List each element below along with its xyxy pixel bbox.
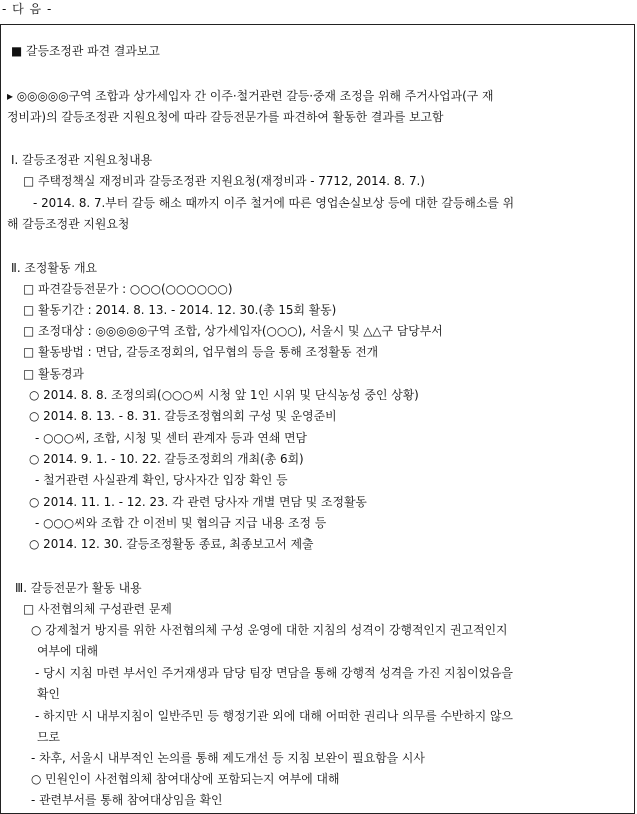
s3-line: □ 사전협의체 구성관련 문제 <box>23 602 172 616</box>
s2-line: ○ 2014. 12. 30. 갈등조정활동 종료, 최종보고서 제출 <box>29 537 314 551</box>
s2-line: □ 활동방법 : 면담, 갈등조정회의, 업무협의 등을 통해 조정활동 전개 <box>23 345 379 359</box>
s2-line: □ 활동경과 <box>23 367 84 381</box>
s2-line: ○ 2014. 11. 1. - 12. 23. 각 관련 당사자 개별 면담 및 조정활동 <box>29 495 367 509</box>
s2-line: - 철거관련 사실관계 확인, 당사자간 입장 확인 등 <box>35 473 288 487</box>
header-label: - 다 음 - <box>2 2 53 16</box>
s2-line: □ 활동기간 : 2014. 8. 13. - 2014. 12. 30.(총 15회 활동) <box>23 303 337 317</box>
s3-line: 므로 <box>37 730 60 744</box>
s3-line: - 당시 지침 마련 부서인 주거재생과 담당 팀장 면담을 통해 강행적 성격을 가진 지침이었음을 <box>35 666 513 680</box>
s3-line: 확인 <box>37 687 60 701</box>
s3-line: - 차후, 서울시 내부적인 논의를 통해 제도개선 등 지침 보완이 필요함을 시사 <box>31 751 425 765</box>
section-3-heading: Ⅲ. 갈등전문가 활동 내용 <box>15 581 142 595</box>
s2-line: - ○○○씨, 조합, 시청 및 센터 관계자 등과 연쇄 면담 <box>35 431 308 445</box>
s3-line: ○ 강제철거 방지를 위한 사전협의체 구성 운영에 대한 지침의 성격이 강행적인지 권고적인지 <box>31 623 508 637</box>
document-box <box>0 24 635 814</box>
s1-line: - 2014. 8. 7.부터 갈등 해소 때까지 이주 철거에 따른 영업손실보상 등에 대한 갈등해소를 위 <box>33 196 515 210</box>
section-1-heading: Ⅰ. 갈등조정관 지원요청내용 <box>11 153 153 167</box>
s2-line: □ 조정대상 : ◎◎◎◎◎구역 조합, 상가세입자(○○○), 서울시 및 △△구 담당부서 <box>23 324 443 338</box>
s3-line: 여부에 대해 <box>37 644 99 658</box>
s3-line: - 하지만 시 내부지침이 일반주민 등 행정기관 외에 대해 어떠한 권리나 의무를 수반하지 않으 <box>35 709 513 723</box>
s2-line: - ○○○씨와 조합 간 이전비 및 협의금 지급 내용 조정 등 <box>35 516 327 530</box>
s3-line: ○ 민원인이 사전협의체 참여대상에 포함되는지 여부에 대해 <box>31 772 340 786</box>
s3-line: - 관련부서를 통해 참여대상임을 확인 <box>31 793 223 807</box>
s2-line: ○ 2014. 8. 8. 조정의뢰(○○○씨 시청 앞 1인 시위 및 단식농성 중인 상황) <box>29 388 419 402</box>
s1-line: 해 갈등조정관 지원요청 <box>7 217 130 231</box>
doc-title: ■ 갈등조정관 파견 결과보고 <box>11 44 160 58</box>
section-2-heading: Ⅱ. 조정활동 개요 <box>11 261 98 275</box>
s2-line: ○ 2014. 9. 1. - 10. 22. 갈등조정회의 개최(총 6회) <box>29 452 304 466</box>
s2-line: ○ 2014. 8. 13. - 8. 31. 갈등조정협의회 구성 및 운영준비 <box>29 409 337 423</box>
intro-line-1: ▸ ◎◎◎◎◎구역 조합과 상가세입자 간 이주·철거관련 갈등·중재 조정을 위해 주거사업과(구 재 <box>7 89 494 103</box>
s1-line: □ 주택정책실 재정비과 갈등조정관 지원요청(재정비과 - 7712, 2014. 8. 7.) <box>23 174 425 188</box>
s2-line: □ 파견갈등전문가 : ○○○(○○○○○○) <box>23 282 233 296</box>
intro-line-2: 정비과)의 갈등조정관 지원요청에 따라 갈등전문가를 파견하여 활동한 결과를 보고함 <box>7 110 444 124</box>
